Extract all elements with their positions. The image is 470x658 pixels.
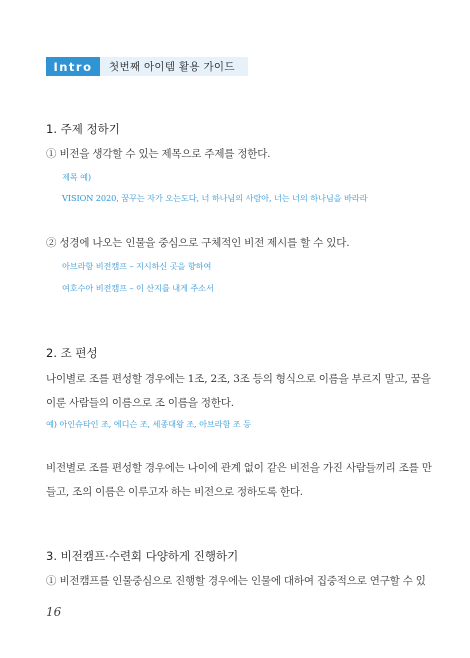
section2-para2-line2: 들고, 조의 이름은 이루고자 하는 비전으로 정하도록 한다. <box>46 486 303 498</box>
section1-item1: ① 비전을 생각할 수 있는 제목으로 주제를 정한다. <box>46 148 271 160</box>
page-number: 16 <box>46 605 62 619</box>
section3-item1: ① 비전캠프를 인물중심으로 진행할 경우에는 인물에 대하여 집중적으로 연구할 수 있 <box>46 575 426 587</box>
intro-badge: Intro <box>46 57 100 76</box>
section1-example-label: 제목 예) <box>62 172 92 182</box>
section1-example3: 여호수아 비전캠프 – 이 산지를 내게 주소서 <box>62 283 214 293</box>
section1-heading: 1. 주제 정하기 <box>46 122 120 136</box>
section2-heading: 2. 조 편성 <box>46 346 98 360</box>
header-title: 첫번째 아이템 활용 가이드 <box>109 61 235 73</box>
section1-example2: 아브라함 비전캠프 – 지시하신 곳을 향하여 <box>62 261 212 271</box>
section1-example-text: VISION 2020, 꿈꾸는 자가 오는도다, 너 하나님의 사람아, 너는 너의 하나님을 바라라 <box>62 193 368 203</box>
section2-para1-line1: 나이별로 조를 편성할 경우에는 1조, 2조, 3조 등의 형식으로 이름을 부르지 말고, 꿈을 <box>46 373 431 385</box>
section2-para2-line1: 비전별로 조를 편성할 경우에는 나이에 관계 없이 같은 비전을 가진 사람들끼리 조를 만 <box>46 462 432 474</box>
section2-example: 예) 아인슈타인 조, 에디슨 조, 세종대왕 조, 아브라함 조 등 <box>46 419 251 429</box>
section2-para1-line2: 이룬 사람들의 이름으로 조 이름을 정한다. <box>46 397 234 409</box>
section3-heading: 3. 비전캠프·수련회 다양하게 진행하기 <box>46 549 239 563</box>
section-header <box>46 57 248 76</box>
section1-item2: ② 성경에 나오는 인물을 중심으로 구체적인 비전 제시를 할 수 있다. <box>46 237 350 249</box>
